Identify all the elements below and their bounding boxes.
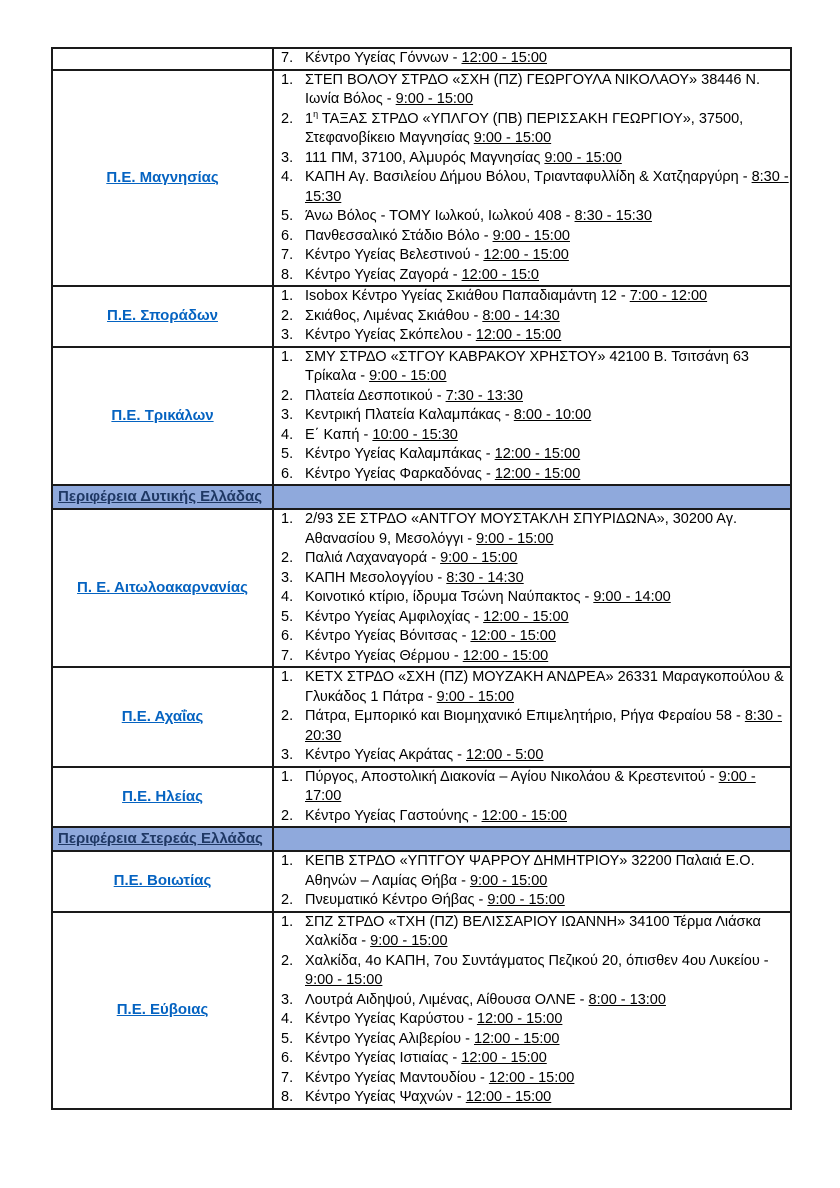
opening-hours: 9:00 - 15:00: [369, 368, 447, 384]
location-item-number: 3.: [281, 407, 294, 423]
region-row: [52, 767, 791, 828]
location-item-number: 6.: [281, 227, 294, 244]
location-item: [274, 406, 790, 426]
location-item-number: 7.: [281, 647, 294, 664]
location-item-number: 7.: [281, 1069, 294, 1086]
location-item-number: 4.: [281, 426, 294, 443]
location-item-number: 4.: [281, 169, 294, 185]
region-name-cell: [52, 851, 273, 912]
locations-cell: [273, 667, 791, 767]
location-text: ΚΕΤΧ ΣΤΡΔΟ «ΣΧΗ (ΠΖ) ΜΟΥΖΑΚΗ ΑΝΔΡΕΑ» 26331 Μαραγκοπούλου & Γλυκάδος 1 Πάτρα -: [305, 669, 784, 705]
location-text: 1: [305, 110, 314, 127]
location-text: Άνω Βόλος - ΤΟΜΥ Ιωλκού, Ιωλκού 408 -: [305, 208, 575, 224]
region-name-cell: [52, 286, 273, 347]
region-link[interactable]: Π.Ε. Βοιωτίας: [113, 872, 212, 890]
opening-hours: 7:30 - 13:30: [445, 387, 523, 404]
opening-hours: 8:00 - 14:30: [482, 307, 560, 324]
opening-hours: 8:30 - 14:30: [446, 569, 524, 586]
opening-hours: 12:00 - 15:00: [462, 647, 549, 664]
section-header-label: Περιφέρεια Στερεάς Ελλάδας: [58, 830, 263, 847]
schedule-table-body: [52, 48, 791, 1109]
opening-hours: 9:00 - 14:00: [593, 589, 671, 605]
opening-hours: 9:00 - 15:00: [469, 872, 548, 889]
location-text: Κέντρο Υγείας Ιστιαίας -: [305, 1050, 462, 1066]
location-text: Ε΄ Καπή -: [305, 426, 373, 443]
location-list: [274, 49, 790, 69]
location-item: [274, 1030, 790, 1050]
location-item: [274, 852, 790, 891]
location-text: Πλατεία Δεσποτικού -: [305, 387, 446, 404]
locations-cell: [273, 767, 791, 828]
location-item-number: 5.: [281, 446, 294, 462]
opening-hours: 12:00 - 15:00: [465, 1089, 552, 1105]
location-list: [274, 768, 790, 827]
location-item: [274, 510, 790, 549]
locations-cell: [273, 70, 791, 287]
region-row: [52, 347, 791, 486]
location-list: [274, 852, 790, 911]
region-name-cell: [52, 48, 273, 70]
location-item-number: 5.: [281, 1030, 294, 1047]
location-item: [274, 326, 790, 346]
location-item-number: 4.: [281, 589, 294, 605]
location-item: [274, 707, 790, 746]
location-item: [274, 1069, 790, 1089]
region-row: [52, 851, 791, 912]
location-item: [274, 227, 790, 247]
location-item-number: 8.: [281, 1089, 294, 1105]
location-text: Κέντρο Υγείας Βόνιτσας -: [305, 628, 471, 644]
schedule-table: [51, 47, 792, 1110]
location-item: [274, 627, 790, 647]
location-item: [274, 246, 790, 266]
location-item: [274, 952, 790, 991]
opening-hours: 9:00 - 17:00: [305, 768, 756, 804]
region-name-cell: [52, 509, 273, 667]
opening-hours: 10:00 - 15:30: [372, 426, 458, 443]
opening-hours: 9:00 - 15:00: [370, 933, 448, 949]
location-item: [274, 891, 790, 911]
location-text: ΚΑΠΗ Μεσολογγίου -: [305, 569, 447, 586]
section-header-filler-cell: [273, 485, 791, 509]
location-text: Κέντρο Υγείας Ψαχνών -: [305, 1089, 466, 1105]
region-row: [52, 912, 791, 1109]
location-text: Isobox Κέντρο Υγείας Σκιάθου Παπαδιαμάντη 12 -: [305, 288, 630, 304]
location-text: Κέντρο Υγείας Καλαμπάκας -: [305, 446, 495, 462]
location-text: Κέντρο Υγείας Μαντουδίου -: [305, 1069, 489, 1086]
location-text: Κεντρική Πλατεία Καλαμπάκας -: [305, 407, 514, 423]
location-text: Πανθεσσαλικό Στάδιο Βόλο -: [305, 227, 493, 244]
location-text: Κοινοτικό κτίριο, ίδρυμα Τσώνη Ναύπακτος -: [305, 589, 594, 605]
location-item-number: 2.: [281, 110, 294, 127]
location-item: [274, 445, 790, 465]
section-header-label: Περιφέρεια Δυτικής Ελλάδας: [58, 488, 263, 505]
ordinal-superscript: η: [313, 108, 319, 119]
region-link[interactable]: Π. Ε. Αιτωλοακαρνανίας: [77, 579, 248, 596]
opening-hours: 12:00 - 15:00: [494, 446, 581, 462]
opening-hours: 12:00 - 15:00: [481, 807, 567, 824]
location-item: [274, 71, 790, 110]
locations-cell: [273, 912, 791, 1109]
location-text: Χαλκίδα, 4ο ΚΑΠΗ, 7ου Συντάγματος Πεζικού 20, όπισθεν 4ου Λυκείου -: [305, 952, 769, 969]
location-text: ΣΤΕΠ ΒΟΛΟΥ ΣΤΡΔΟ «ΣΧΗ (ΠΖ) ΓΕΩΡΓΟΥΛΑ ΝΙΚΟΛΑΟΥ» 38446 Ν. Ιωνία Βόλος -: [305, 71, 760, 107]
location-item-number: 1.: [281, 669, 294, 685]
location-text: ΣΜΥ ΣΤΡΔΟ «ΣΤΓΟΥ ΚΑΒΡΑΚΟΥ ΧΡΗΣΤΟΥ» 42100 Β. Τσιτσάνη 63 Τρίκαλα -: [305, 348, 749, 384]
location-item-number: 1.: [281, 348, 294, 365]
region-row: [52, 48, 791, 70]
opening-hours: 8:00 - 10:00: [513, 407, 592, 423]
opening-hours: 9:00 - 15:00: [305, 972, 383, 988]
location-item-number: 3.: [281, 991, 294, 1008]
location-item-number: 7.: [281, 50, 294, 66]
region-name-cell: [52, 70, 273, 287]
opening-hours: 12:00 - 15:00: [470, 628, 556, 644]
opening-hours: 9:00 - 15:00: [395, 91, 474, 107]
location-item-number: 2.: [281, 307, 294, 324]
region-row: [52, 509, 791, 667]
location-item: [274, 647, 790, 667]
opening-hours: 12:00 - 15:00: [483, 608, 569, 625]
location-text: Κέντρο Υγείας Ακράτας -: [305, 747, 467, 763]
location-item: [274, 266, 790, 286]
opening-hours: 9:00 - 15:00: [476, 530, 554, 547]
region-link[interactable]: Π.Ε. Τρικάλων: [111, 406, 214, 424]
location-list: [274, 287, 790, 346]
location-text: Κέντρο Υγείας Γαστούνης -: [305, 807, 482, 824]
location-item-number: 8.: [281, 266, 294, 283]
opening-hours: 8:30 - 15:30: [574, 208, 652, 224]
opening-hours: 12:00 - 15:00: [476, 1011, 563, 1027]
location-text: Παλιά Λαχαναγορά -: [305, 550, 441, 566]
location-item-number: 3.: [281, 327, 294, 343]
location-text: Κέντρο Υγείας Θέρμου -: [305, 647, 463, 664]
opening-hours: 9:00 - 15:00: [544, 149, 622, 166]
opening-hours: 9:00 - 15:00: [492, 227, 570, 244]
location-item-number: 4.: [281, 1011, 294, 1027]
location-item-number: 1.: [281, 853, 294, 869]
location-item-number: 2.: [281, 892, 294, 908]
opening-hours: 9:00 - 15:00: [473, 130, 552, 146]
location-item: [274, 608, 790, 628]
opening-hours: 12:00 - 15:00: [494, 465, 581, 482]
location-item: [274, 807, 790, 827]
location-item: [274, 1088, 790, 1108]
opening-hours: 12:00 - 15:00: [488, 1069, 575, 1086]
location-text: Πνευματικό Κέντρο Θήβας -: [305, 892, 488, 908]
location-item: [274, 668, 790, 707]
location-item-number: 5.: [281, 208, 294, 224]
location-item: [274, 465, 790, 485]
region-row: [52, 70, 791, 287]
region-row: [52, 286, 791, 347]
location-item-number: 6.: [281, 465, 294, 482]
region-link[interactable]: Π.Ε. Αχαΐας: [121, 707, 204, 725]
location-text: Κέντρο Υγείας Αμφιλοχίας -: [305, 608, 484, 625]
location-text: Λουτρά Αιδηψού, Λιμένας, Αίθουσα ΟΛΝΕ -: [305, 991, 589, 1008]
location-item: [274, 387, 790, 407]
section-header-cell: [52, 485, 273, 509]
region-section-header-row: [52, 827, 791, 851]
location-item: [274, 746, 790, 766]
opening-hours: 12:00 - 15:00: [475, 327, 562, 343]
region-name-cell: [52, 767, 273, 828]
location-item-number: 5.: [281, 608, 294, 625]
location-item-number: 6.: [281, 628, 294, 644]
location-item-number: 1.: [281, 288, 294, 304]
location-item: [274, 1010, 790, 1030]
region-row: [52, 667, 791, 767]
location-item: [274, 991, 790, 1011]
locations-cell: [273, 48, 791, 70]
location-text: ΚΕΠΒ ΣΤΡΔΟ «ΥΠΤΓΟΥ ΨΑΡΡΟΥ ΔΗΜΗΤΡΙΟΥ» 32200 Παλαιά Ε.Ο. Αθηνών – Λαμίας Θήβα -: [305, 853, 755, 889]
location-text: Κέντρο Υγείας Αλιβερίου -: [305, 1030, 475, 1047]
location-item-number: 6.: [281, 1050, 294, 1066]
location-item-number: 2.: [281, 387, 294, 404]
opening-hours: 9:00 - 15:00: [436, 688, 515, 705]
region-name-cell: [52, 667, 273, 767]
section-header-cell: [52, 827, 273, 851]
opening-hours: 12:00 - 5:00: [466, 747, 544, 763]
location-text: 2/93 ΣΕ ΣΤΡΔΟ «ΑΝΤΓΟΥ ΜΟΥΣΤΑΚΛΗ ΣΠΥΡΙΔΩΝΑ», 30200 Αγ. Αθανασίου 9, Μεσολόγγι -: [305, 511, 737, 547]
locations-cell: [273, 286, 791, 347]
location-item: [274, 348, 790, 387]
location-list: [274, 668, 790, 766]
location-item-number: 2.: [281, 807, 294, 824]
section-header-filler-cell: [273, 827, 791, 851]
region-link[interactable]: Π.Ε. Εύβοιας: [116, 1001, 209, 1018]
location-item-number: 2.: [281, 550, 294, 566]
location-text: Κέντρο Υγείας Γόννων -: [305, 50, 462, 66]
location-text: ΚΑΠΗ Αγ. Βασιλείου Δήμου Βόλου, Τριανταφυλλίδη & Χατζηαργύρη -: [305, 169, 752, 185]
location-text: Κέντρο Υγείας Φαρκαδόνας -: [305, 465, 495, 482]
location-text: ΣΠΖ ΣΤΡΔΟ «ΤΧΗ (ΠΖ) ΒΕΛΙΣΣΑΡΙΟΥ ΙΩΑΝΝΗ» 34100 Τέρμα Λιάσκα Χαλκίδα -: [305, 913, 761, 949]
location-item-number: 1.: [281, 511, 294, 527]
location-item-number: 2.: [281, 708, 294, 724]
location-text: Σκιάθος, Λιμένας Σκιάθου -: [305, 307, 483, 324]
location-item: [274, 149, 790, 169]
location-text: Κέντρο Υγείας Βελεστινού -: [305, 247, 484, 263]
location-item-number: 1.: [281, 768, 294, 785]
opening-hours: 9:00 - 15:00: [440, 550, 518, 566]
location-item: [274, 207, 790, 227]
locations-cell: [273, 509, 791, 667]
locations-cell: [273, 851, 791, 912]
region-section-header-row: [52, 485, 791, 509]
region-name-cell: [52, 347, 273, 486]
location-list: [274, 71, 790, 286]
location-item-number: 2.: [281, 952, 294, 969]
opening-hours: 7:00 - 12:00: [629, 288, 708, 304]
opening-hours: 12:00 - 15:00: [461, 50, 547, 66]
location-item-number: 3.: [281, 149, 294, 166]
location-item: [274, 768, 790, 807]
region-link[interactable]: Π.Ε. Σποράδων: [107, 307, 218, 325]
location-item: [274, 426, 790, 446]
opening-hours: 9:00 - 15:00: [487, 892, 565, 908]
region-link[interactable]: Π.Ε. Μαγνησίας: [106, 168, 219, 186]
location-item-number: 1.: [281, 913, 294, 930]
location-list: [274, 510, 790, 666]
location-item: [274, 913, 790, 952]
location-item: [274, 569, 790, 589]
opening-hours: 8:30 - 15:30: [305, 169, 789, 205]
location-text: Πύργος, Αποστολική Διακονία – Αγίου Νικολάου & Κρεστενιτού -: [305, 768, 719, 785]
location-text: Κέντρο Υγείας Καρύστου -: [305, 1011, 477, 1027]
location-text: Κέντρο Υγείας Ζαγορά -: [305, 266, 462, 283]
location-item: [274, 588, 790, 608]
location-list: [274, 348, 790, 485]
location-list: [274, 913, 790, 1108]
location-item: [274, 49, 790, 69]
location-text: Κέντρο Υγείας Σκόπελου -: [305, 327, 476, 343]
opening-hours: 12:00 - 15:00: [461, 1050, 547, 1066]
location-item-number: 3.: [281, 569, 294, 586]
opening-hours: 8:30 - 20:30: [305, 708, 782, 744]
opening-hours: 8:00 - 13:00: [588, 991, 666, 1008]
locations-cell: [273, 347, 791, 486]
location-item-number: 7.: [281, 247, 294, 263]
opening-hours: 12:00 - 15:00: [483, 247, 569, 263]
region-name-cell: [52, 912, 273, 1109]
location-text: ΤΑΞΑΣ ΣΤΡΔΟ «ΥΠΛΓΟΥ (ΠΒ) ΠΕΡΙΣΣΑΚΗ ΓΕΩΡΓΙΟΥ», 37500, Στεφανοβίκειο Μαγνησίας: [305, 110, 744, 146]
location-item: [274, 168, 790, 207]
location-item: [274, 307, 790, 327]
location-text: Πάτρα, Εμπορικό και Βιομηχανικό Επιμελητήριο, Ρήγα Φεραίου 58 -: [305, 708, 745, 724]
location-item: [274, 1049, 790, 1069]
location-item: [274, 110, 790, 149]
location-item: [274, 287, 790, 307]
location-item-number: 3.: [281, 747, 294, 763]
opening-hours: 12:00 - 15:00: [474, 1030, 560, 1047]
location-text: 111 ΠΜ, 37100, Αλμυρός Μαγνησίας: [305, 149, 545, 166]
opening-hours: 12:00 - 15:0: [461, 266, 539, 283]
location-item-number: 1.: [281, 71, 294, 88]
region-link[interactable]: Π.Ε. Ηλείας: [122, 787, 203, 805]
location-item: [274, 549, 790, 569]
